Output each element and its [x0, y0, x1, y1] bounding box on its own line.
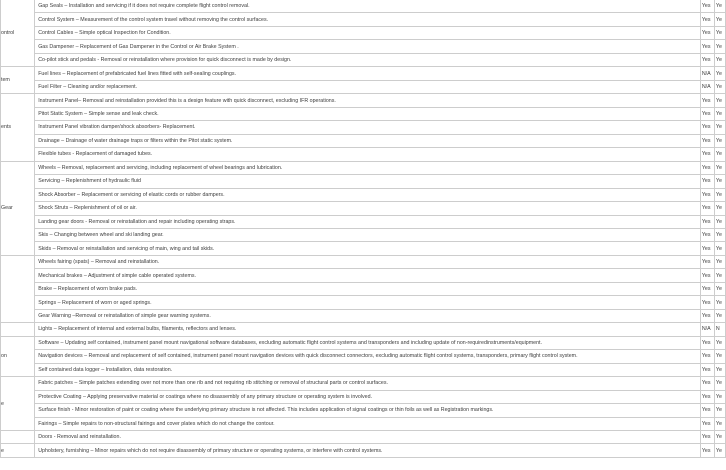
task-description: Landing gear doors - Removal or reinstallation and repair including operating straps. — [35, 215, 701, 228]
task-description: Instrument Panel– Removal and reinstallation provided this is a design feature with quick disconnect, excluding IFR operations. — [35, 94, 701, 107]
table-row — [1, 188, 726, 201]
table-row — [1, 175, 726, 188]
applicability-value: N/A — [700, 323, 714, 336]
applicability-value-2: Ye — [714, 53, 725, 66]
applicability-value: Yes — [700, 309, 714, 322]
applicability-value-2: Ye — [714, 215, 725, 228]
applicability-value: Yes — [700, 350, 714, 363]
applicability-value-2: Ye — [714, 255, 725, 268]
task-description: Control System – Measurement of the control system travel without removing the control surfaces. — [35, 13, 701, 26]
applicability-value-2: Ye — [714, 417, 725, 430]
applicability-value-2: Ye — [714, 309, 725, 322]
table-row — [1, 390, 726, 403]
table-row — [1, 0, 726, 13]
applicability-value: Yes — [700, 13, 714, 26]
category-cell: tem — [1, 67, 35, 94]
applicability-value: Yes — [700, 134, 714, 147]
task-description: Instrument Panel vibration damper/shock absorbers- Replacement. — [35, 121, 701, 134]
table-row — [1, 228, 726, 241]
table-body — [1, 0, 726, 457]
applicability-value-2: Ye — [714, 336, 725, 349]
category-cell — [1, 323, 35, 336]
applicability-value-2: Ye — [714, 13, 725, 26]
category-cell: ontrol — [1, 0, 35, 67]
applicability-value-2: Ye — [714, 40, 725, 53]
table-row — [1, 255, 726, 268]
category-cell — [1, 431, 35, 444]
table-row — [1, 269, 726, 282]
task-description: Co-pilot stick and pedals - Removal or reinstallation where provision for quick disconnect is made by design. — [35, 53, 701, 66]
applicability-value: Yes — [700, 377, 714, 390]
applicability-value: Yes — [700, 444, 714, 457]
table-row — [1, 80, 726, 93]
category-cell: ents — [1, 94, 35, 161]
applicability-value: Yes — [700, 148, 714, 161]
table-row — [1, 26, 726, 39]
applicability-value: Yes — [700, 255, 714, 268]
applicability-value: N/A — [700, 80, 714, 93]
applicability-value: Yes — [700, 0, 714, 13]
table-row — [1, 417, 726, 430]
table-row — [1, 377, 726, 390]
task-description: Skids – Removal or reinstallation and servicing of main, wing and tail skids. — [35, 242, 701, 255]
applicability-value: Yes — [700, 431, 714, 444]
task-description: Lights – Replacement of internal and external bulbs, filaments, reflectors and lenses. — [35, 323, 701, 336]
applicability-value-2: Ye — [714, 377, 725, 390]
applicability-value-2: Ye — [714, 188, 725, 201]
applicability-value-2: Ye — [714, 134, 725, 147]
table-row — [1, 296, 726, 309]
applicability-value-2: Ye — [714, 121, 725, 134]
applicability-value: Yes — [700, 40, 714, 53]
applicability-value: Yes — [700, 202, 714, 215]
applicability-value: Yes — [700, 94, 714, 107]
applicability-value: N/A — [700, 67, 714, 80]
table-row — [1, 242, 726, 255]
category-cell: Gear — [1, 161, 35, 255]
table-row — [1, 40, 726, 53]
task-description: Fairings – Simple repairs to non-structural fairings and cover plates which do not change the contour. — [35, 417, 701, 430]
applicability-value-2: Ye — [714, 431, 725, 444]
table-row — [1, 67, 726, 80]
task-description: Wheels – Removal, replacement and servicing, including replacement of wheel bearings and lubrication. — [35, 161, 701, 174]
table-row — [1, 444, 726, 457]
applicability-value-2: Ye — [714, 0, 725, 13]
applicability-value: Yes — [700, 26, 714, 39]
applicability-value: Yes — [700, 228, 714, 241]
task-description: Mechanical brakes – Adjustment of simple cable operated systems. — [35, 269, 701, 282]
task-description: Doors - Removal and reinstallation. — [35, 431, 701, 444]
table-row — [1, 404, 726, 417]
task-description: Fuel lines – Replacement of prefabricated fuel lines fitted with self-sealing couplings. — [35, 67, 701, 80]
applicability-value: Yes — [700, 175, 714, 188]
table-row — [1, 215, 726, 228]
applicability-value: Yes — [700, 161, 714, 174]
category-cell: e — [1, 444, 35, 457]
applicability-value-2: Ye — [714, 363, 725, 376]
category-cell: on — [1, 336, 35, 376]
task-description: Gear Warning –Removal or reinstallation of simple gear warning systems. — [35, 309, 701, 322]
table-row — [1, 282, 726, 295]
task-description: Shock Absorber – Replacement or servicing of elastic cords or rubber dampers. — [35, 188, 701, 201]
table-row — [1, 53, 726, 66]
applicability-value-2: Ye — [714, 242, 725, 255]
applicability-value: Yes — [700, 282, 714, 295]
applicability-value: Yes — [700, 417, 714, 430]
applicability-value-2: Ye — [714, 444, 725, 457]
table-row — [1, 121, 726, 134]
applicability-value-2: Ye — [714, 350, 725, 363]
task-description: Springs – Replacement of worn or aged springs. — [35, 296, 701, 309]
applicability-value-2: Ye — [714, 175, 725, 188]
applicability-value-2: Ye — [714, 67, 725, 80]
table-row — [1, 350, 726, 363]
task-description: Control Cables – Simple optical Inspection for Condition. — [35, 26, 701, 39]
applicability-value: Yes — [700, 404, 714, 417]
applicability-value-2: Ye — [714, 282, 725, 295]
task-description: Protective Coating – Applying preservative material or coatings where no disassembly of any primary structure or operating system is involved. — [35, 390, 701, 403]
applicability-value: Yes — [700, 390, 714, 403]
applicability-value-2: Ye — [714, 107, 725, 120]
task-description: Navigation devices – Removal and replacement of self contained, instrument panel mount navigation devices with quick disconnect connectors, excluding automatic flight control systems, transponders, primary flight control system. — [35, 350, 701, 363]
applicability-value-2: Ye — [714, 80, 725, 93]
applicability-value: Yes — [700, 215, 714, 228]
category-cell: e — [1, 377, 35, 431]
applicability-value-2: Ye — [714, 269, 725, 282]
table-row — [1, 148, 726, 161]
task-description: Drainage – Drainage of water drainage traps or filters within the Pitot static system. — [35, 134, 701, 147]
applicability-value-2: Ye — [714, 404, 725, 417]
task-description: Flexible tubes - Replacement of damaged tubes. — [35, 148, 701, 161]
applicability-value-2: N — [714, 323, 725, 336]
applicability-value: Yes — [700, 121, 714, 134]
table-row — [1, 363, 726, 376]
applicability-value: Yes — [700, 363, 714, 376]
task-description: Wheels fairing (spats) – Removal and reinstallation. — [35, 255, 701, 268]
category-cell — [1, 255, 35, 322]
applicability-value-2: Ye — [714, 94, 725, 107]
applicability-value-2: Ye — [714, 202, 725, 215]
task-description: Shock Struts – Replenishment of oil or air. — [35, 202, 701, 215]
task-description: Brake – Replacement of worn brake pads. — [35, 282, 701, 295]
task-description: Fuel Filter – Cleaning and/or replacement. — [35, 80, 701, 93]
task-description: Software – Updating self contained, instrument panel mount navigational software databases, excluding automatic flight control systems and transponders and including update of non-requiredinstruments/equipment. — [35, 336, 701, 349]
table-row — [1, 336, 726, 349]
applicability-value: Yes — [700, 242, 714, 255]
task-description: Pitot Static System – Simple sense and leak check. — [35, 107, 701, 120]
table-row — [1, 431, 726, 444]
table-row — [1, 202, 726, 215]
applicability-value: Yes — [700, 107, 714, 120]
applicability-value: Yes — [700, 336, 714, 349]
applicability-value-2: Ye — [714, 390, 725, 403]
task-description: Skis – Changing between wheel and ski landing gear. — [35, 228, 701, 241]
task-description: Gas Dampener – Replacement of Gas Dampener in the Control or Air Brake System . — [35, 40, 701, 53]
table-row — [1, 323, 726, 336]
table-row — [1, 134, 726, 147]
table-row — [1, 309, 726, 322]
table-row — [1, 94, 726, 107]
applicability-value-2: Ye — [714, 296, 725, 309]
task-description: Upholstery, furnishing – Minor repairs which do not require disassembly of primary structure or operating systems, or interfere with control systems. — [35, 444, 701, 457]
applicability-value: Yes — [700, 53, 714, 66]
applicability-value-2: Ye — [714, 148, 725, 161]
task-description: Gap Seals – Installation and servicing if it does not require complete flight control removal. — [35, 0, 701, 13]
applicability-value-2: Ye — [714, 161, 725, 174]
applicability-value: Yes — [700, 296, 714, 309]
task-description: Self contained data logger – Installation, data restoration. — [35, 363, 701, 376]
task-description: Servicing – Replenishment of hydraulic fluid — [35, 175, 701, 188]
task-description: Fabric patches – Simple patches extending over not more than one rib and not requiring rib stitching or removal of structural parts or control surfaces. — [35, 377, 701, 390]
table-row — [1, 13, 726, 26]
applicability-value: Yes — [700, 188, 714, 201]
table-row — [1, 161, 726, 174]
applicability-value-2: Ye — [714, 26, 725, 39]
task-description: Surface finish - Minor restoration of paint or coating where the underlying primary structure is not affected. This includes application of signal coatings or thin foils as well as Registration markings. — [35, 404, 701, 417]
applicability-value-2: Ye — [714, 228, 725, 241]
table-row — [1, 107, 726, 120]
applicability-value: Yes — [700, 269, 714, 282]
